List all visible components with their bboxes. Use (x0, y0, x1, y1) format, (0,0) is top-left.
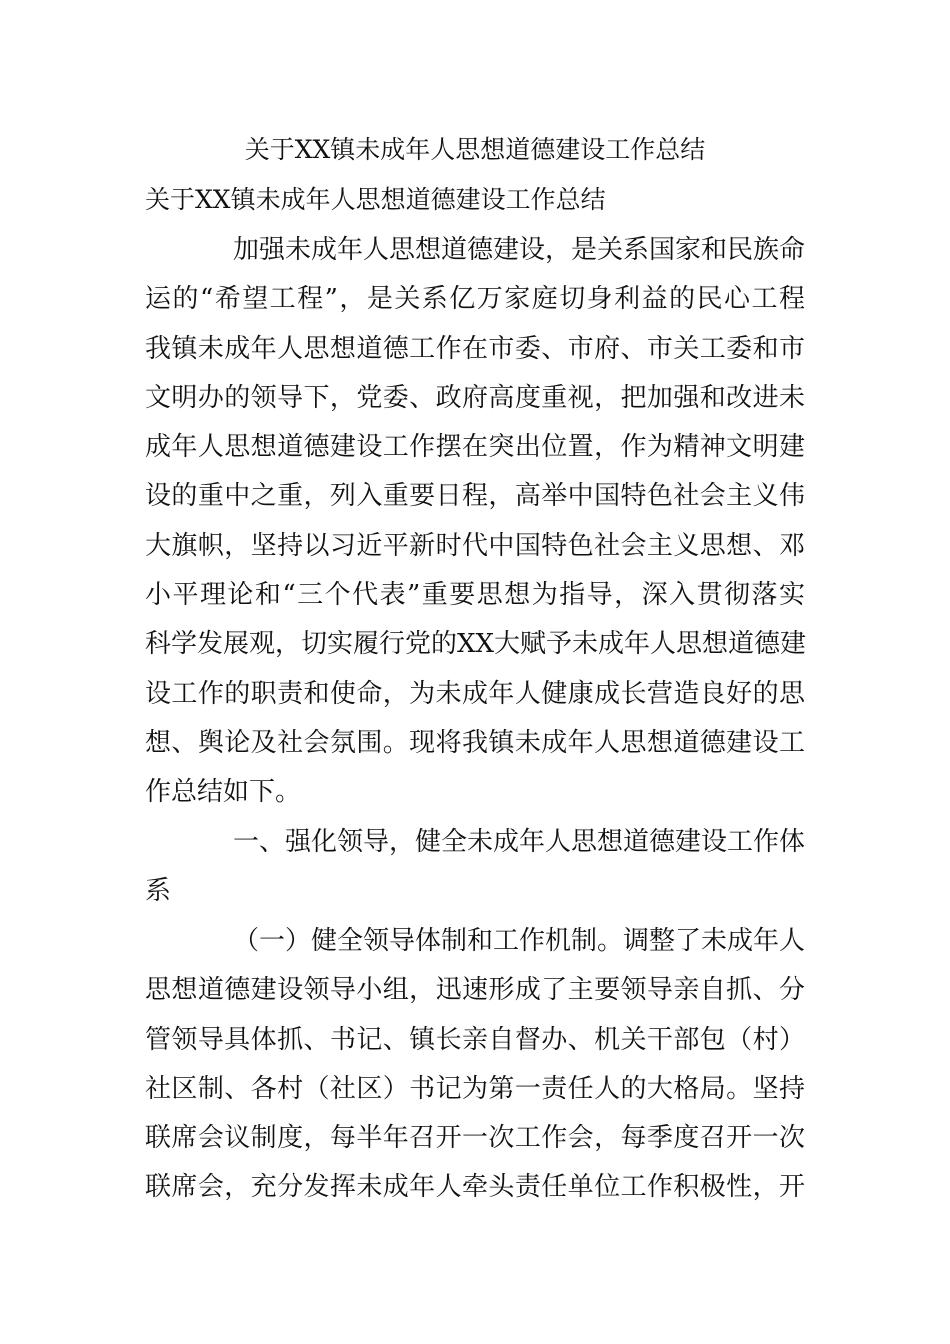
paragraph-line: 运的“希望工程”，是关系亿万家庭切身利益的民心工程 (145, 284, 805, 315)
paragraph-line: 加强未成年人思想道德建设，是关系国家和民族命 (233, 235, 806, 265)
heading-line: 系 (145, 876, 172, 907)
paragraph-line: 联席会议制度，每半年召开一次工作会，每季度召开一次 (145, 1123, 805, 1154)
paragraph-line: 思想道德建设领导小组，迅速形成了主要领导亲自抓、分 (145, 975, 805, 1006)
paragraph-line: 文明办的领导下，党委、政府高度重视，把加强和改进未 (145, 382, 805, 413)
paragraph-line: 我镇未成年人思想道德工作在市委、市府、市关工委和市 (145, 333, 805, 364)
paragraph-line: 设的重中之重，列入重要日程，高举中国特色社会主义伟 (145, 481, 805, 512)
paragraph-line: 管领导具体抓、书记、镇长亲自督办、机关干部包（村） (145, 1024, 805, 1055)
paragraph-line: 小平理论和“三个代表”重要思想为指导，深入贯彻落实 (145, 580, 805, 611)
paragraph-line: 大旗帜，坚持以习近平新时代中国特色社会主义思想、邓 (145, 530, 805, 561)
paragraph-line: 作总结如下。 (145, 777, 302, 808)
paragraph-line: 设工作的职责和使命，为未成年人健康成长营造良好的思 (145, 678, 805, 709)
paragraph-line: 想、舆论及社会氛围。现将我镇未成年人思想道德建设工 (145, 727, 805, 758)
paragraph-leadership (145, 917, 805, 1213)
heading-line: 一、强化领导，健全未成年人思想道德建设工作体 (233, 827, 806, 857)
document-title: 关于XX镇未成年人思想道德建设工作总结 (244, 135, 706, 164)
paragraph-line: 成年人思想道德建设工作摆在突出位置，作为精神文明建 (145, 432, 805, 463)
paragraph-line: 联席会，充分发挥未成年人牵头责任单位工作积极性，开 (145, 1172, 805, 1203)
paragraph-line: 科学发展观，切实履行党的XX大赋予未成年人思想道德建 (145, 629, 807, 660)
paragraph-line: （一）健全领导体制和工作机制。调整了未成年人 (233, 926, 806, 956)
paragraph-intro (145, 226, 805, 818)
paragraph-line: 社区制、各村（社区）书记为第一责任人的大格局。坚持 (145, 1073, 805, 1104)
document-subtitle: 关于XX镇未成年人思想道德建设工作总结 (145, 185, 606, 214)
section-heading-1 (145, 818, 805, 917)
